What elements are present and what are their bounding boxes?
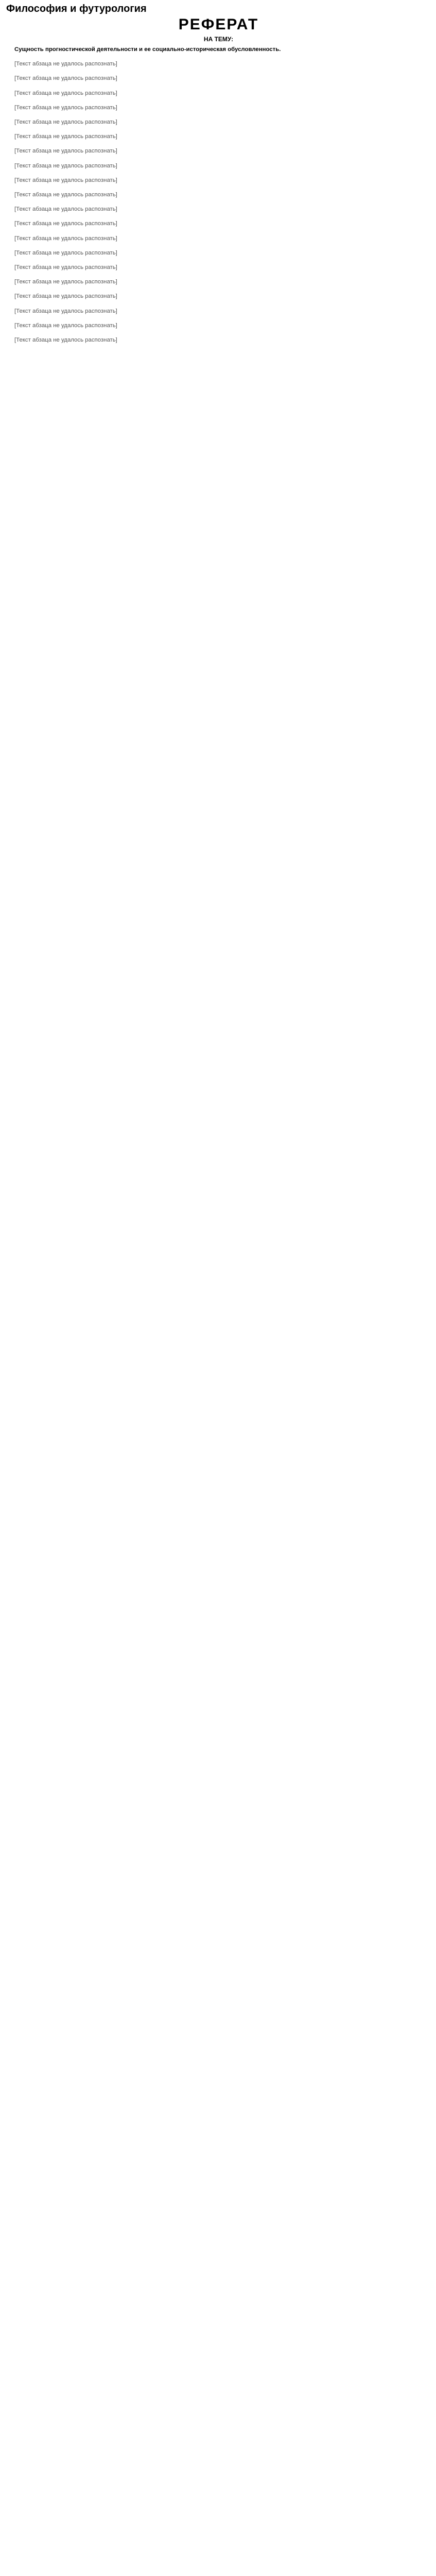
paragraph: [Текст абзаца не удалось распознать] — [14, 293, 117, 300]
paragraph: [Текст абзаца не удалось распознать] — [14, 192, 117, 198]
paragraph: [Текст абзаца не удалось распознать] — [14, 177, 117, 183]
paragraph: [Текст абзаца не удалось распознать] — [14, 90, 117, 96]
paragraph: [Текст абзаца не удалось распознать] — [14, 104, 117, 111]
paragraph: [Текст абзаца не удалось распознать] — [14, 249, 117, 256]
document-title: Философия и футурология — [6, 3, 147, 14]
paragraph: [Текст абзаца не удалось распознать] — [14, 221, 117, 227]
topic-label: НА ТЕМУ: — [203, 36, 234, 43]
report-page — [0, 0, 436, 361]
paragraph: [Текст абзаца не удалось распознать] — [14, 206, 117, 213]
paragraph-list — [6, 60, 431, 344]
paragraph: [Текст абзаца не удалось распознать] — [14, 133, 117, 140]
paragraph: [Текст абзаца не удалось распознать] — [14, 61, 117, 67]
paragraph: [Текст абзаца не удалось распознать] — [14, 235, 117, 242]
report-body — [6, 46, 431, 344]
paragraph: [Текст абзаца не удалось распознать] — [14, 264, 117, 271]
intro-heading: Сущность прогностической деятельности и ее социально-историческая обусловленность. — [14, 46, 281, 53]
paragraph: [Текст абзаца не удалось распознать] — [14, 322, 117, 329]
paragraph: [Текст абзаца не удалось распознать] — [14, 148, 117, 155]
report-heading: РЕФЕРАТ — [178, 16, 259, 33]
paragraph: [Текст абзаца не удалось распознать] — [14, 119, 117, 126]
paragraph: [Текст абзаца не удалось распознать] — [14, 279, 117, 285]
paragraph: [Текст абзаца не удалось распознать] — [14, 75, 117, 82]
paragraph: [Текст абзаца не удалось распознать] — [14, 337, 117, 344]
paragraph: [Текст абзаца не удалось распознать] — [14, 162, 117, 169]
paragraph: [Текст абзаца не удалось распознать] — [14, 308, 117, 314]
